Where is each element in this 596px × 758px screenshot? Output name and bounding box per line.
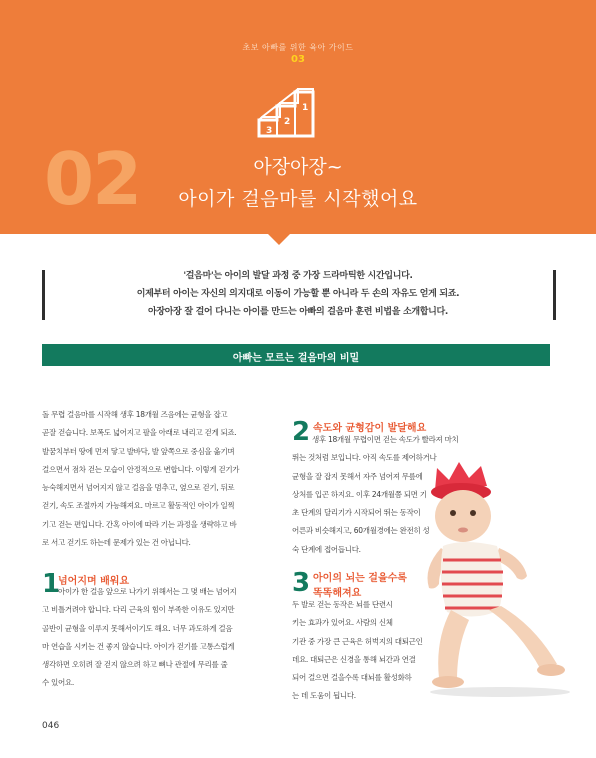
text-line: 수 있어요. (42, 678, 74, 688)
intro-line-3: 아장아장 잘 걸어 다니는 아이를 만드는 아빠의 걸음마 훈련 비법을 소개합니다. (147, 307, 449, 317)
text-line: 고 비틀거려야 합니다. 다리 근육의 힘이 부족한 이유도 있지만 (42, 605, 235, 615)
text-line: 생후 18개월 무렵이면 걷는 속도가 빨라져 마치 (312, 435, 459, 444)
text-line: 기고 걷는 편입니다. 간혹 아이에 따라 기는 과정을 생략하고 바 (42, 519, 237, 529)
page-number: 046 (42, 721, 60, 731)
text-line: 어른과 비슷해지고, 60개월경에는 완전히 성 (292, 526, 430, 536)
text-line: 아이가 한 걸음 앞으로 나가기 위해서는 그 몇 배는 넘어지 (58, 587, 237, 596)
text-line: 걷기, 속도 조절까지 가능해져요. 마르고 활동적인 아이가 일찍 (42, 501, 235, 511)
stair-number-1: 1 (302, 103, 309, 113)
text-line: 발꿈치부터 땅에 먼저 닿고 발바닥, 발 앞쪽으로 중심을 옮기며 (42, 446, 235, 456)
text-line: 골반이 균형을 이루지 못해서이기도 해요. 너무 과도하게 걸음 (42, 623, 233, 633)
text-line: 되어 걸으면 걸을수록 대뇌를 활성화하 (292, 673, 412, 683)
text-line: 는 데 도움이 됩니다. (292, 691, 356, 701)
stair-number-3: 3 (266, 126, 273, 136)
text-line: 데요. 대퇴근은 신경을 통해 뇌간과 연결 (292, 654, 416, 664)
text-line: 걸으면서 점차 걷는 모습이 안정적으로 변합니다. 이렇게 걷기가 (42, 464, 240, 474)
section-title-bar (42, 344, 550, 366)
section-2-title: 속도와 균형감이 발달해요 (313, 423, 427, 434)
baby-photo (415, 450, 585, 700)
left-paragraph (42, 406, 292, 552)
text-line: 상처를 입곤 하지요. 이후 24개월쯤 되면 기 (292, 489, 427, 499)
text-line: 숙 단계에 접어듭니다. (292, 544, 361, 554)
text-line: 로 서고 걷기도 하는데 문제가 있는 건 아닙니다. (42, 538, 191, 548)
text-line: 기관 중 가장 큰 근육은 허벅지의 대퇴근인 (292, 636, 423, 646)
stairs-icon (257, 86, 315, 138)
intro-line-1: '걸음마'는 아이의 발달 과정 중 가장 드라마틱한 시간입니다. (183, 271, 413, 281)
text-line: 초 단계의 달리기가 시작되어 뛰는 동작이 (292, 508, 421, 518)
text-line: 곧잘 걷습니다. 보폭도 넓어지고 팔을 아래로 내리고 걷게 되죠. (42, 428, 237, 438)
text-line: 생각하면 오히려 잘 걷지 않으려 하고 뼈나 관절에 무리를 줄 (42, 660, 228, 670)
series-title: 초보 아빠를 위한 육아 가이드 (242, 43, 354, 52)
text-line: 마 연습을 시키는 건 좋지 않습니다. 아이가 걷기를 고통스럽게 (42, 641, 235, 651)
page-title-line1: 아장아장~ (253, 156, 343, 178)
section-1-number: 1 (42, 569, 61, 599)
text-line: 돌 무렵 걸음마를 시작해 생후 18개월 즈음에는 균형을 잡고 (42, 410, 228, 419)
section-2-number: 2 (292, 417, 311, 447)
section-3-title-line1: 아이의 뇌는 걸을수록 (313, 573, 407, 584)
chapter-number: 02 (44, 137, 141, 221)
section-1-body (42, 583, 292, 693)
section-3-number: 3 (292, 568, 311, 598)
page-title-line2: 아이가 걸음마를 시작했어요 (178, 188, 418, 210)
text-line: 두 발로 걷는 동작은 뇌를 단련시 (292, 600, 393, 609)
intro-line-2: 이제부터 아이는 자신의 의지대로 이동이 가능할 뿐 아니라 두 손의 자유도 얻게 되죠. (136, 289, 460, 299)
text-line: 균형을 잘 잡지 못해서 자주 넘어져 무릎에 (292, 471, 423, 481)
text-line: 키는 효과가 있어요. 사람의 신체 (292, 618, 393, 628)
stair-number-2: 2 (284, 117, 291, 127)
text-line: 능숙해지면서 넘어지지 않고 걸음을 멈추고, 옆으로 걷기, 뒤로 (42, 483, 235, 493)
section-3-title-line2: 똑똑해져요 (313, 588, 362, 599)
text-line: 뛰는 것처럼 보입니다. 아직 속도를 제어하거나 (292, 453, 437, 463)
series-number: 03 (291, 54, 305, 65)
section-title: 아빠는 모르는 걸음마의 비밀 (232, 353, 360, 364)
section-1-title: 넘어지며 배워요 (58, 576, 130, 587)
header-notch (267, 233, 291, 245)
